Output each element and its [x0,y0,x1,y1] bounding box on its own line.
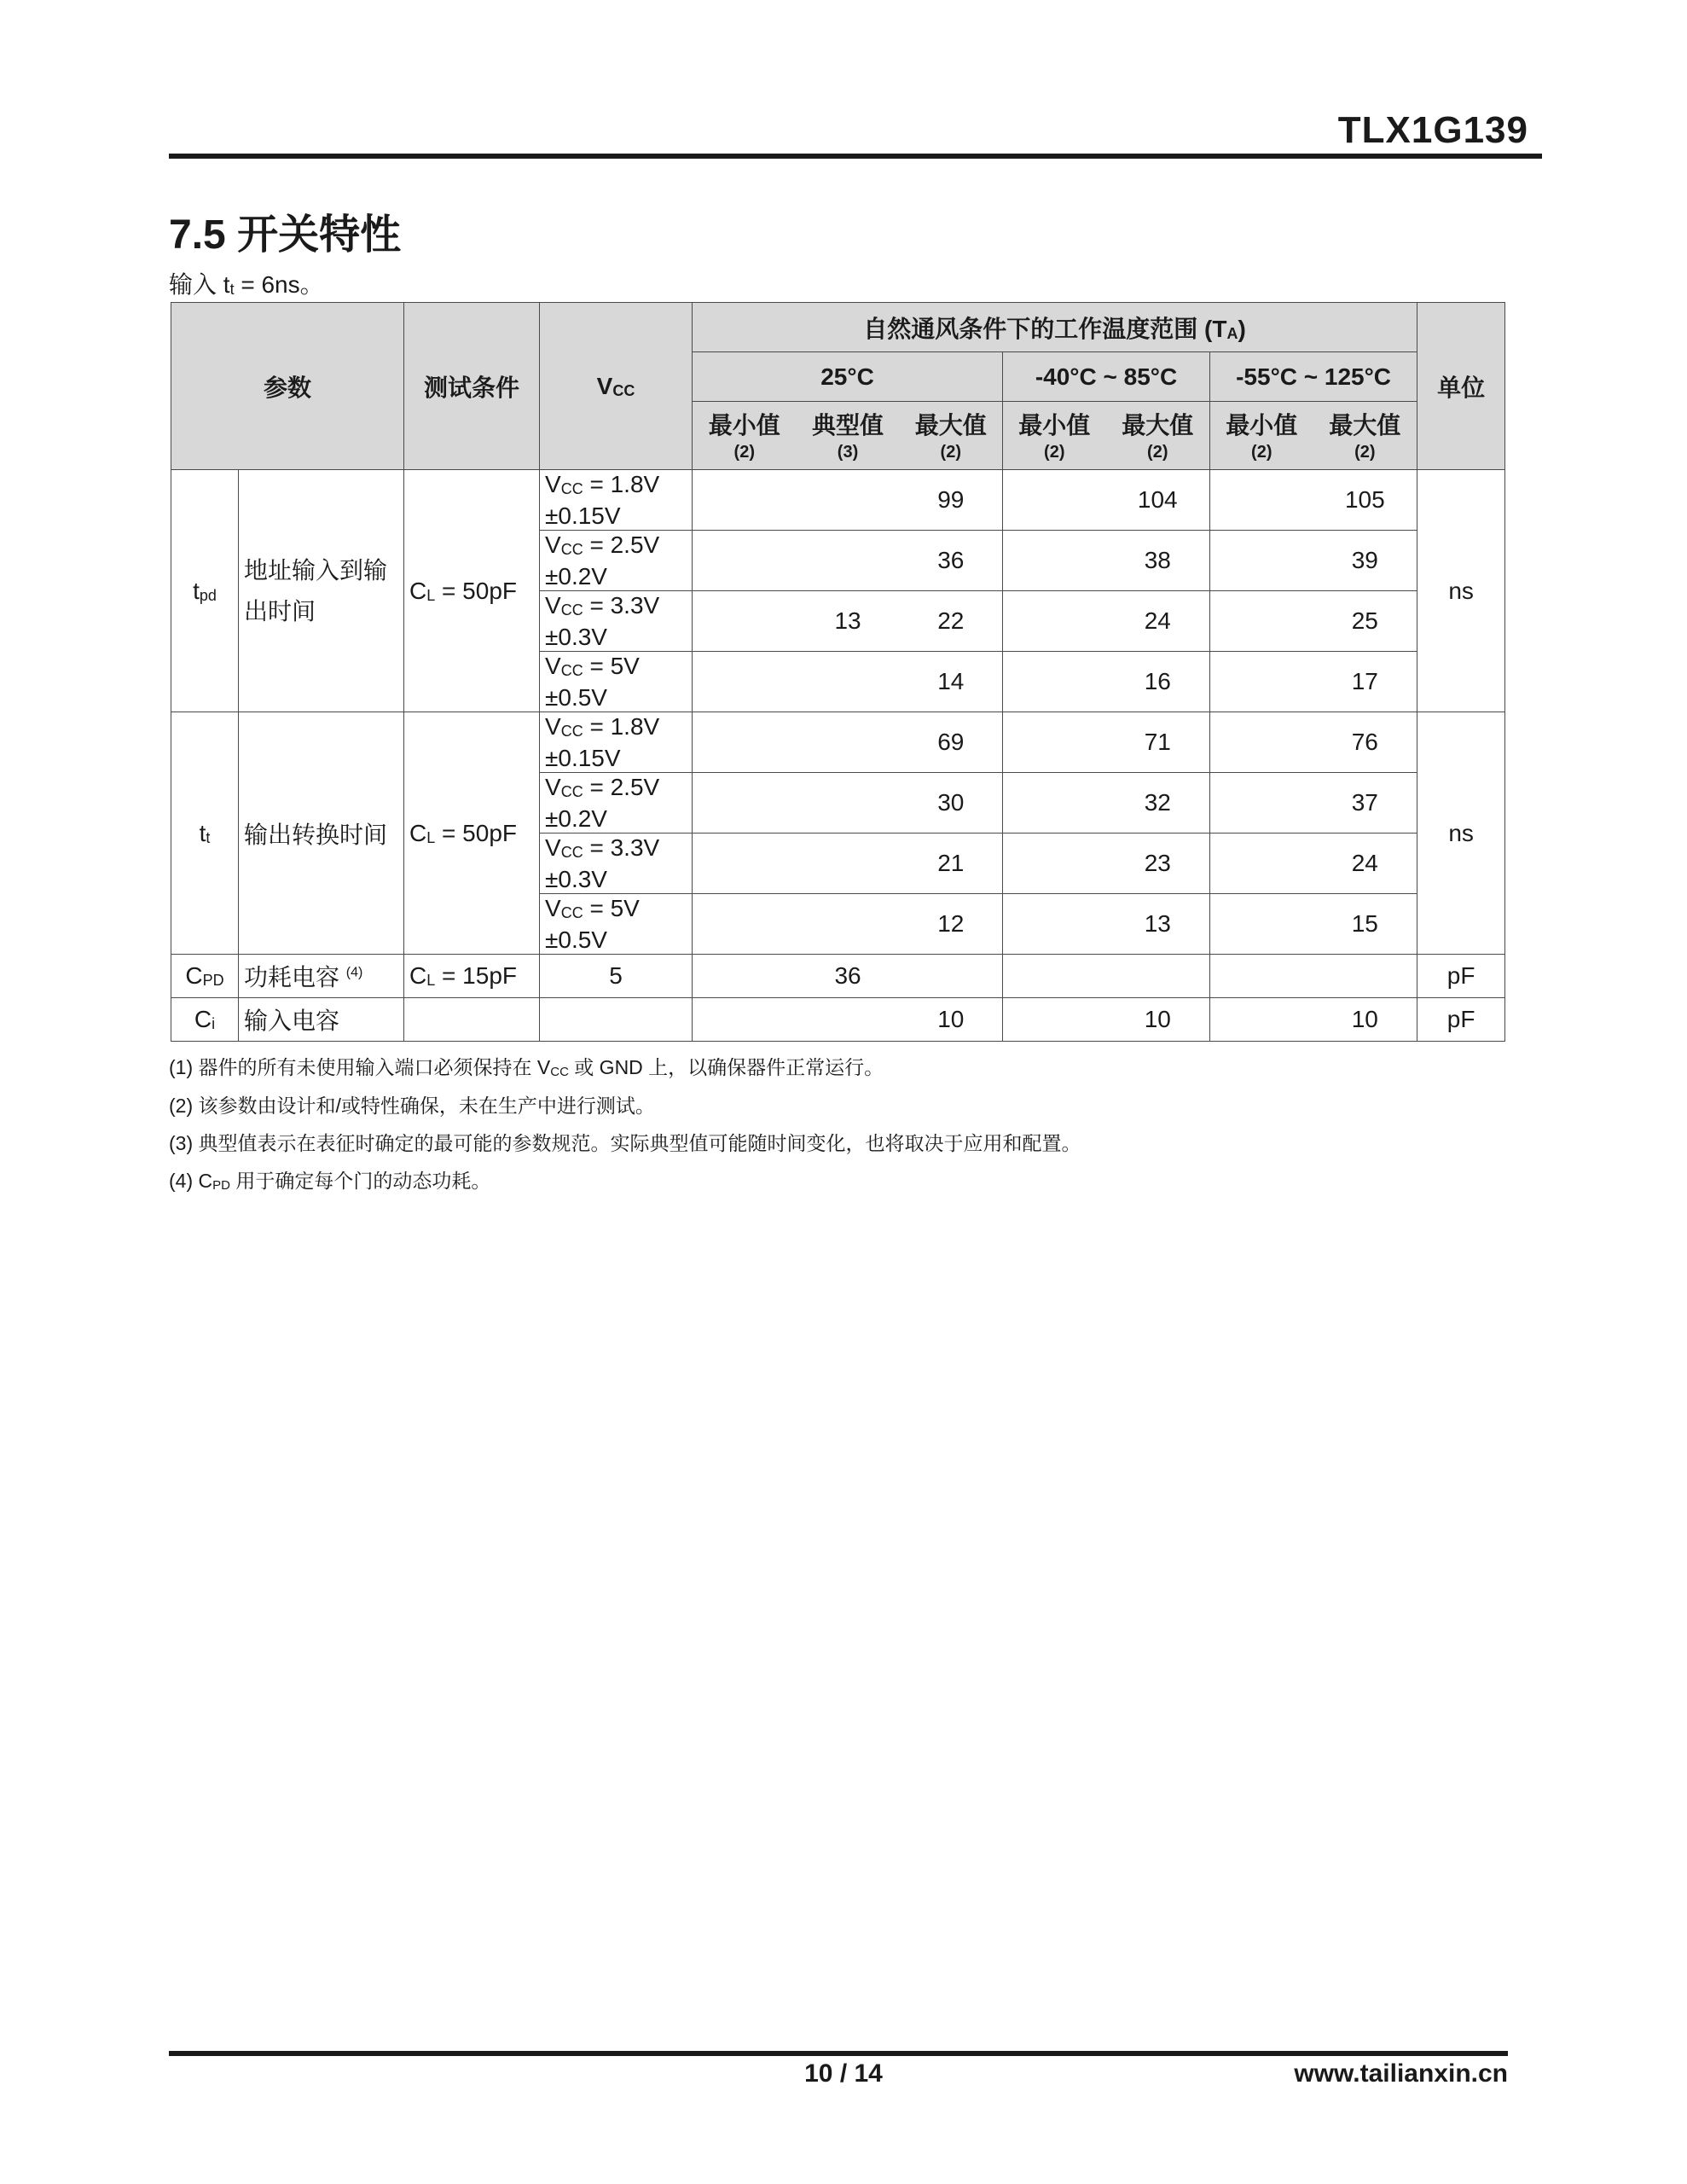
part-number: TLX1G139 [1337,109,1528,151]
max-125 [1313,955,1417,998]
max-125: 76 [1313,712,1417,773]
min-125 [1210,773,1313,834]
cpd-name: 功耗电容 $^{(4)}$ [239,955,404,998]
min-85 [1003,470,1106,531]
vcc-cell: $V_{CC} = 2.5V$ ±0.2V [540,531,693,591]
ci-vcc [540,998,693,1042]
max-85 [1106,955,1210,998]
header-25c: 25°C [693,352,1003,402]
max-125: 39 [1313,531,1417,591]
max-25: 69 [900,712,1003,773]
min-25 [693,834,797,894]
ci-name: 输入电容 [239,998,404,1042]
min-25 [693,470,797,531]
max-85: 23 [1106,834,1210,894]
min-125 [1210,531,1313,591]
tt-name: 输出转换时间 [239,712,404,955]
max-25: 99 [900,470,1003,531]
min-25 [693,894,797,955]
min-125 [1210,712,1313,773]
page-number: 10 / 14 [804,2059,883,2088]
typ-25 [797,531,900,591]
test-condition [169,266,324,300]
max-25: 14 [900,652,1003,712]
header-max-85: 最大值 (2) [1106,402,1210,470]
vcc-cell: $V_{CC} = 5V$ ±0.5V [540,652,693,712]
header-vcc-sub: CC [612,381,635,399]
max-125: 37 [1313,773,1417,834]
max-125: 15 [1313,894,1417,955]
max-125: 25 [1313,591,1417,652]
header-temp-range [693,303,1417,352]
typ-25 [797,470,900,531]
min-25 [693,955,797,998]
header-vcc-main: V [596,372,613,399]
table-row [171,470,1505,531]
header-max-25: 最大值 (2) [900,402,1003,470]
min-85 [1003,531,1106,591]
header-unit: 单位 [1417,303,1505,470]
tpd-condition: $C_L = 50pF$ [404,470,540,712]
max-125: 24 [1313,834,1417,894]
max-25: 12 [900,894,1003,955]
min-85 [1003,894,1106,955]
max-25: 22 [900,591,1003,652]
max-85: 104 [1106,470,1210,531]
min-25 [693,998,797,1042]
ci-unit: pF [1417,998,1505,1042]
max-85: 24 [1106,591,1210,652]
range-suffix: ) [1238,315,1246,342]
min-125 [1210,591,1313,652]
min-85 [1003,652,1106,712]
note-3: (3) 典型值表示在表征时确定的最可能的参数规范。实际典型值可能随时间变化，也将取决于应用和配置。 [169,1132,1081,1154]
max-85: 16 [1106,652,1210,712]
range-prefix: 自然通风条件下的工作温度范围 (T [863,315,1227,342]
switching-characteristics-table [171,302,1505,1042]
website-link[interactable]: www.tailianxin.cn [1294,2059,1508,2088]
max-85: 10 [1106,998,1210,1042]
tt-symbol: $t_t$ [171,712,239,955]
min-85 [1003,712,1106,773]
max-85: 32 [1106,773,1210,834]
tpd-symbol: $t_{pd}$ [171,470,239,712]
header-min-25: 最小值 (2) [693,402,797,470]
header-typ-25: 典型值 (3) [797,402,900,470]
table-row [171,712,1505,773]
condition-suffix: = 6ns。 [234,271,324,298]
typ-25 [797,652,900,712]
typ-25 [797,894,900,955]
ci-condition [404,998,540,1042]
max-125: 105 [1313,470,1417,531]
max-25: 10 [900,998,1003,1042]
min-125 [1210,998,1313,1042]
min-125 [1210,470,1313,531]
note-1: (1) 器件的所有未使用输入端口必须保持在 $V_{CC}$ 或 GND 上，以确保器件正常运行。 [169,1056,884,1079]
header-min-125: 最小值 (2) [1210,402,1313,470]
tt-condition: $C_L = 50pF$ [404,712,540,955]
typ-25: 13 [797,591,900,652]
cpd-symbol: $C_{PD}$ [171,955,239,998]
header-max-125: 最大值 (2) [1313,402,1417,470]
vcc-cell: $V_{CC} = 5V$ ±0.5V [540,894,693,955]
header-test-cond: 测试条件 [404,303,540,470]
min-85 [1003,998,1106,1042]
min-25 [693,591,797,652]
header-85c: -40°C ~ 85°C [1003,352,1210,402]
min-125 [1210,894,1313,955]
vcc-cell: $V_{CC} = 2.5V$ ±0.2V [540,773,693,834]
vcc-cell: $V_{CC} = 1.8V$ ±0.15V [540,712,693,773]
header-125c: -55°C ~ 125°C [1210,352,1417,402]
typ-25 [797,773,900,834]
vcc-cell: $V_{CC} = 3.3V$ ±0.3V [540,591,693,652]
footer-rule [169,2051,1508,2056]
max-25: 36 [900,531,1003,591]
header-vcc [540,303,693,470]
vcc-cell: $V_{CC} = 3.3V$ ±0.3V [540,834,693,894]
typ-25 [797,998,900,1042]
note-2: (2) 该参数由设计和/或特性确保，未在生产中进行测试。 [169,1095,655,1117]
max-85: 71 [1106,712,1210,773]
tpd-unit: ns [1417,470,1505,712]
min-25 [693,773,797,834]
header-param: 参数 [171,303,404,470]
min-25 [693,712,797,773]
condition-prefix: 输入 t [169,271,230,298]
section-title: 7.5 开关特性 [169,212,402,258]
tpd-name: 地址输入到输出时间 [239,470,404,712]
min-25 [693,531,797,591]
cpd-condition: $C_L = 15pF$ [404,955,540,998]
note-4: (4) $C_{PD}$ 用于确定每个门的动态功耗。 [169,1170,491,1193]
max-125: 10 [1313,998,1417,1042]
max-25 [900,955,1003,998]
max-25: 30 [900,773,1003,834]
min-125 [1210,955,1313,998]
ci-symbol: $C_i$ [171,998,239,1042]
max-85: 38 [1106,531,1210,591]
table-row [171,955,1505,998]
min-85 [1003,955,1106,998]
min-85 [1003,834,1106,894]
typ-25: 36 [797,955,900,998]
typ-25 [797,712,900,773]
max-125: 17 [1313,652,1417,712]
min-125 [1210,652,1313,712]
header-min-85: 最小值 (2) [1003,402,1106,470]
min-125 [1210,834,1313,894]
range-sub: A [1226,324,1238,342]
table-row [171,998,1505,1042]
min-85 [1003,773,1106,834]
header-rule [169,154,1542,159]
cpd-vcc: 5 [540,955,693,998]
vcc-cell: $V_{CC} = 1.8V$ ±0.15V [540,470,693,531]
min-85 [1003,591,1106,652]
condition-sub: t [229,281,235,298]
tt-unit: ns [1417,712,1505,955]
max-85: 13 [1106,894,1210,955]
min-25 [693,652,797,712]
max-25: 21 [900,834,1003,894]
cpd-unit: pF [1417,955,1505,998]
typ-25 [797,834,900,894]
